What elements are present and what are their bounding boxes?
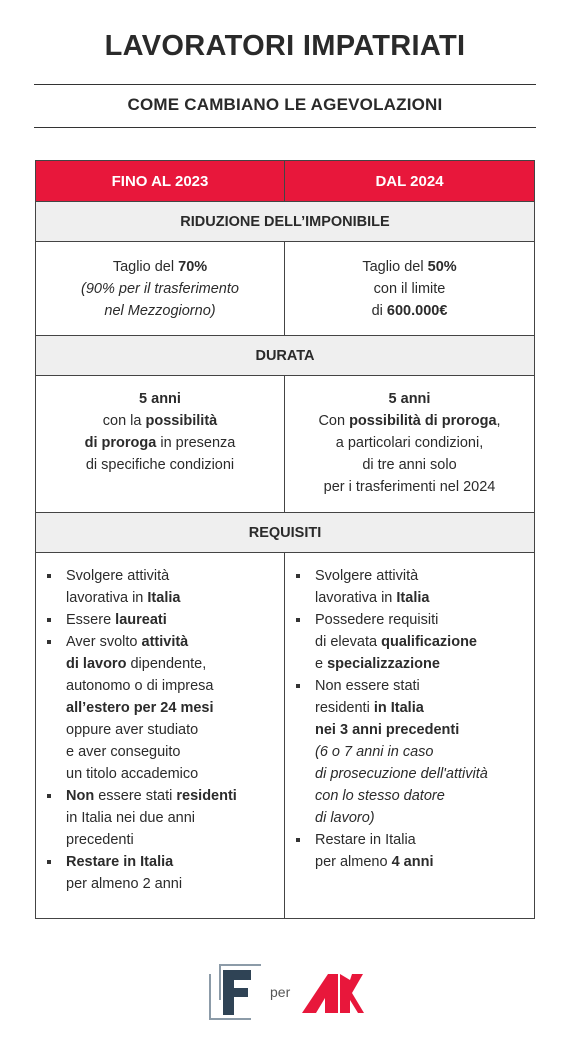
durata-left-t2: possibilità [145,413,218,429]
req-left-1-l1: Svolgere attività [66,568,170,584]
req-left-4-l2: in Italia nei due anni [66,810,195,826]
req-right-3-l6: con lo stesso datore [315,788,445,804]
req-right-3-l3: nei 3 anni precedenti [315,722,460,738]
req-right-2-l3a: e [315,656,328,672]
list-item [315,829,526,873]
title-divider-top [34,84,536,85]
durata-right-years: 5 anni [388,391,431,407]
title-divider-bottom [34,127,536,128]
req-left-3-l5: oppure aver studiato [66,722,199,738]
section-header-durata: DURATA [36,335,534,376]
req-right-2-l3b: specializzazione [327,656,440,672]
req-left-1-l2a: lavorativa in [66,590,148,606]
comparison-table [35,160,535,919]
req-left-4-l1b: essere stati [94,788,177,804]
durata-right-t5: di tre anni solo [362,457,457,473]
list-item [66,851,276,895]
req-right-3-l2a: residenti [315,700,374,716]
requisiti-row [36,553,534,918]
req-left-3-l1b: attività [141,634,189,650]
req-right-3-l7: di lavoro) [315,810,375,826]
riduzione-row [36,242,534,335]
list-item [66,609,276,631]
ak-logo-icon [302,972,364,1014]
req-right-3-l2b: in Italia [373,700,424,716]
durata-right-t1: Con [318,413,350,429]
req-left-1-l2b: Italia [147,590,181,606]
list-item [66,631,276,785]
req-right-3-l5: di prosecuzione dell'attività [315,766,488,782]
req-left-4-l1a: Non [66,788,95,804]
column-header-fino-al-2023: FINO AL 2023 [36,161,285,201]
durata-right-t3: , [496,413,501,429]
list-item [66,565,276,609]
requisiti-right-cell [285,553,534,918]
table-header-row [36,161,534,201]
durata-right-cell [285,376,534,512]
req-left-4-l1c: residenti [176,788,237,804]
req-right-3-l1: Non essere stati [315,678,420,694]
list-item [315,675,526,829]
req-left-3-l2a: di lavoro [66,656,127,672]
req-right-1-l1: Svolgere attività [315,568,419,584]
req-right-1-l2b: Italia [396,590,430,606]
req-left-3-l1a: Aver svolto [66,634,142,650]
riduzione-left-note-2: nel Mezzogiorno) [104,302,216,319]
list-item [315,565,526,609]
durata-left-t5: di specifiche condizioni [85,457,235,473]
durata-left-cell [36,376,285,512]
list-item [66,785,276,851]
req-left-5-l2: per almeno 2 anni [66,876,183,892]
durata-right-t6: per i trasferimenti nel 2024 [323,479,496,495]
riduzione-right-text: Taglio del [362,258,428,275]
req-left-3-l4: all’estero per 24 mesi [66,700,214,716]
durata-right-t2: possibilità di proroga [349,413,497,429]
durata-row [36,376,534,512]
column-header-dal-2024: DAL 2024 [375,172,444,190]
req-left-2-a: Essere [66,612,116,628]
riduzione-left-cell [36,242,285,335]
durata-left-t3: di proroga [84,435,157,451]
riduzione-right-limit-value: 600.000€ [386,302,448,319]
req-right-2-l2a: di elevata [315,634,382,650]
req-left-3-l2b: dipendente, [126,656,207,672]
durata-left-t1: con la [102,413,146,429]
section-header-riduzione: RIDUZIONE DELL’IMPONIBILE [36,201,534,242]
riduzione-right-di: di [371,302,387,319]
footer [0,958,570,1028]
page-subtitle: COME CAMBIANO LE AGEVOLAZIONI [127,95,443,114]
requisiti-left-cell [36,553,285,918]
f-logo-icon [205,960,265,1024]
req-right-1-l2a: lavorativa in [315,590,397,606]
req-right-3-l4: (6 o 7 anni in caso [315,744,434,760]
req-left-3-l6: e aver conseguito [66,744,181,760]
req-right-4-l2b: 4 anni [391,854,434,870]
requisiti-right-list [285,553,534,873]
riduzione-right-limit-text: con il limite [373,280,446,297]
section-header-requisiti: REQUISITI [36,512,534,553]
footer-per-text: per [270,984,291,1000]
req-left-3-l3: autonomo o di impresa [66,678,214,694]
req-right-2-l1: Possedere requisiti [315,612,439,628]
page-title: LAVORATORI IMPATRIATI [104,30,466,62]
riduzione-left-text: Taglio del [112,258,179,275]
riduzione-left-percent: 70% [178,258,208,275]
riduzione-right-cell [285,242,534,335]
riduzione-left-note-1: (90% per il trasferimento [81,280,239,297]
req-right-4-l1: Restare in Italia [315,832,416,848]
req-left-5-l1: Restare in Italia [66,854,174,870]
req-left-4-l3: precedenti [66,832,134,848]
durata-left-t4: in presenza [156,435,236,451]
list-item [315,609,526,675]
req-left-2-b: laureati [115,612,167,628]
req-right-2-l2b: qualificazione [381,634,477,650]
req-right-4-l2a: per almeno [315,854,392,870]
riduzione-right-percent: 50% [427,258,457,275]
durata-right-t4: a particolari condizioni, [335,435,484,451]
durata-left-years: 5 anni [139,391,181,407]
req-left-3-l7: un titolo accademico [66,766,199,782]
requisiti-left-list [36,553,284,895]
